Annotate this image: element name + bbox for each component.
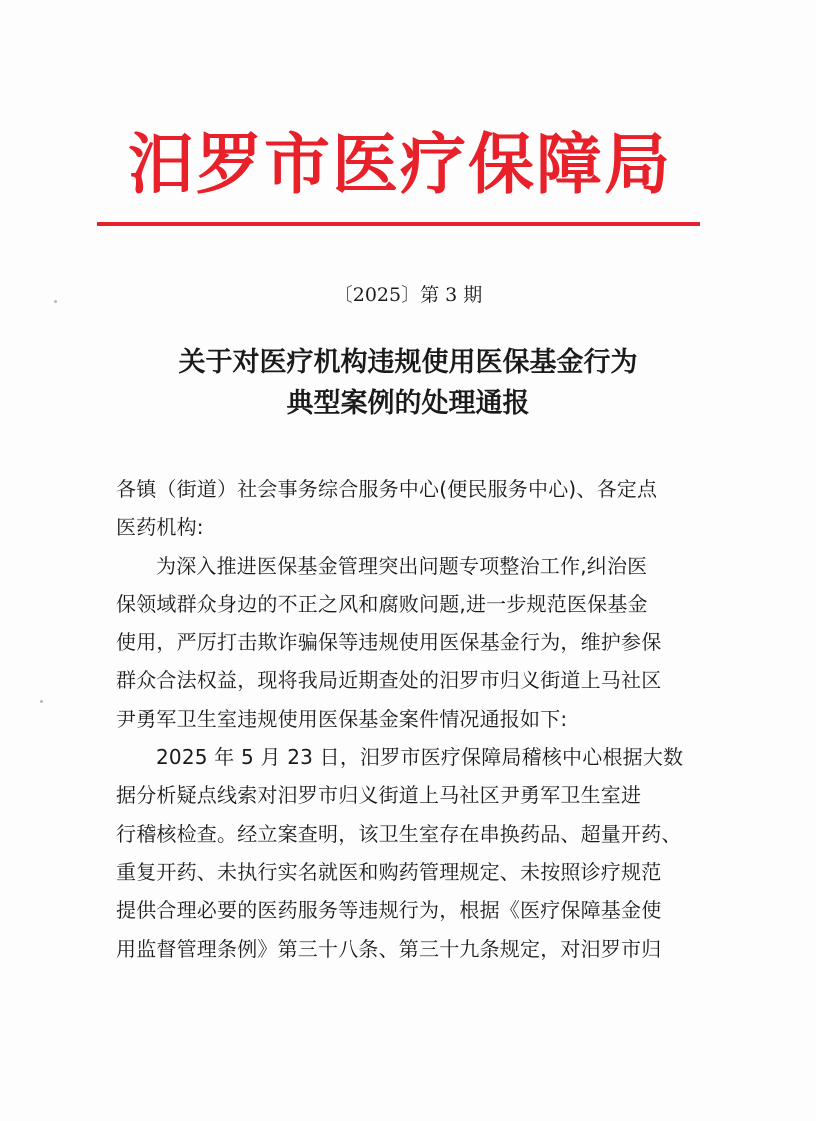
body-line: 医药机构: [116, 515, 204, 540]
issue-number: 〔2025〕第 3 期 [333, 284, 483, 306]
body-line: 提供合理必要的医药服务等违规行为，根据《医疗保障基金使 [116, 898, 662, 923]
body-line: 行稽核检查。经立案查明，该卫生室存在串换药品、超量开药、 [116, 821, 682, 846]
body-line: 重复开药、未执行实名就医和购药管理规定、未按照诊疗规范 [116, 859, 662, 884]
scan-speck [54, 300, 57, 303]
scan-speck [40, 700, 43, 703]
body-line: 各镇（街道）社会事务综合服务中心(便民服务中心)、各定点 [116, 477, 658, 501]
document-title-line-2: 典型案例的处理通报 [286, 388, 530, 419]
body-line: 尹勇军卫生室违规使用医保基金案件情况通报如下: [116, 706, 568, 731]
red-header-rule [97, 222, 700, 226]
org-header-title: 汨罗市医疗保障局 [128, 125, 672, 203]
document-title-line-1: 关于对医疗机构违规使用医保基金行为 [178, 347, 638, 378]
body-line: 2025 年 5 月 23 日，汨罗市医疗保障局稽核中心根据大数 [156, 745, 684, 770]
document-title [0, 342, 816, 424]
body-line: 据分析疑点线索对汨罗市归义街道上马社区尹勇军卫生室进 [116, 783, 642, 808]
body-line: 用监督管理条例》第三十八条、第三十九条规定，对汨罗市归 [116, 936, 662, 961]
body-line: 保领域群众身边的不正之风和腐败问题,进一步规范医保基金 [116, 591, 648, 616]
body-line: 群众合法权益，现将我局近期查处的汨罗市归义街道上马社区 [116, 668, 662, 693]
document-body [116, 470, 708, 968]
body-line: 为深入推进医保基金管理突出问题专项整治工作,纠治医 [156, 553, 648, 578]
body-line: 使用，严厉打击欺诈骗保等违规使用医保基金行为，维护参保 [116, 630, 662, 655]
